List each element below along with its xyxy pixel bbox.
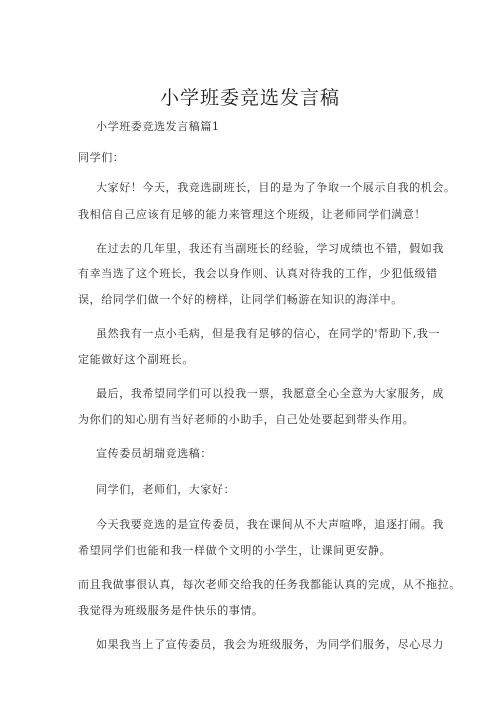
paragraph-line: 今天我要竞选的是宣传委员，我在课间从不大声喧哗，追逐打闹。我: [96, 518, 444, 531]
paragraph-line: 我觉得为班级服务是件快乐的事情。: [78, 604, 264, 617]
paragraph-line: 如果我当上了宣传委员，我会为班级服务，为同学们服务，尽心尽力: [96, 638, 444, 651]
paragraph-line: 在过去的几年里，我还有当副班长的经验，学习成绩也不错，假如我: [96, 242, 444, 255]
paragraph-line: 最后，我希望同学们可以投我一票，我愿意全心全意为大家服务，成: [96, 387, 444, 400]
paragraph-line: 有幸当选了这个班长，我会以身作则、认真对待我的工作，少犯低级错: [78, 267, 438, 280]
paragraph-line: 定能做好这个副班长。: [78, 353, 194, 366]
paragraph-line: 大家好！今天，我竞选副班长，目的是为了争取一个展示自我的机会。: [96, 181, 456, 194]
paragraph-line: 希望同学们也能和我一样做个文明的小学生，让课间更安静。: [78, 544, 392, 557]
paragraph-line: 为你们的知心朋有当好老师的小助手，自己处处要起到带头作用。: [78, 413, 415, 426]
paragraph-line: 我相信自己应该有足够的能力来管理这个班级，让老师同学们满意！: [78, 208, 426, 221]
paragraph-line: 虽然我有一点小毛病，但是我有足够的信心，在同学的'帮助下,我一: [96, 327, 441, 340]
section-heading-2: 宣传委员胡瑞竞选稿：: [96, 447, 212, 460]
greeting-line: 同学们，老师们，大家好：: [96, 483, 236, 496]
paragraph-line: 而且我做事很认真，每次老师交给我的任务我都能认真的完成，从不拖拉。: [78, 578, 461, 591]
section-heading-1: 小学班委竞选发言稿篇1: [96, 120, 220, 133]
document-title: 小学班委竞选发言稿: [159, 87, 340, 109]
greeting-line: 同学们：: [78, 151, 125, 164]
paragraph-line: 误，给同学们做一个好的榜样，让同学们畅游在知识的海洋中。: [78, 293, 403, 306]
